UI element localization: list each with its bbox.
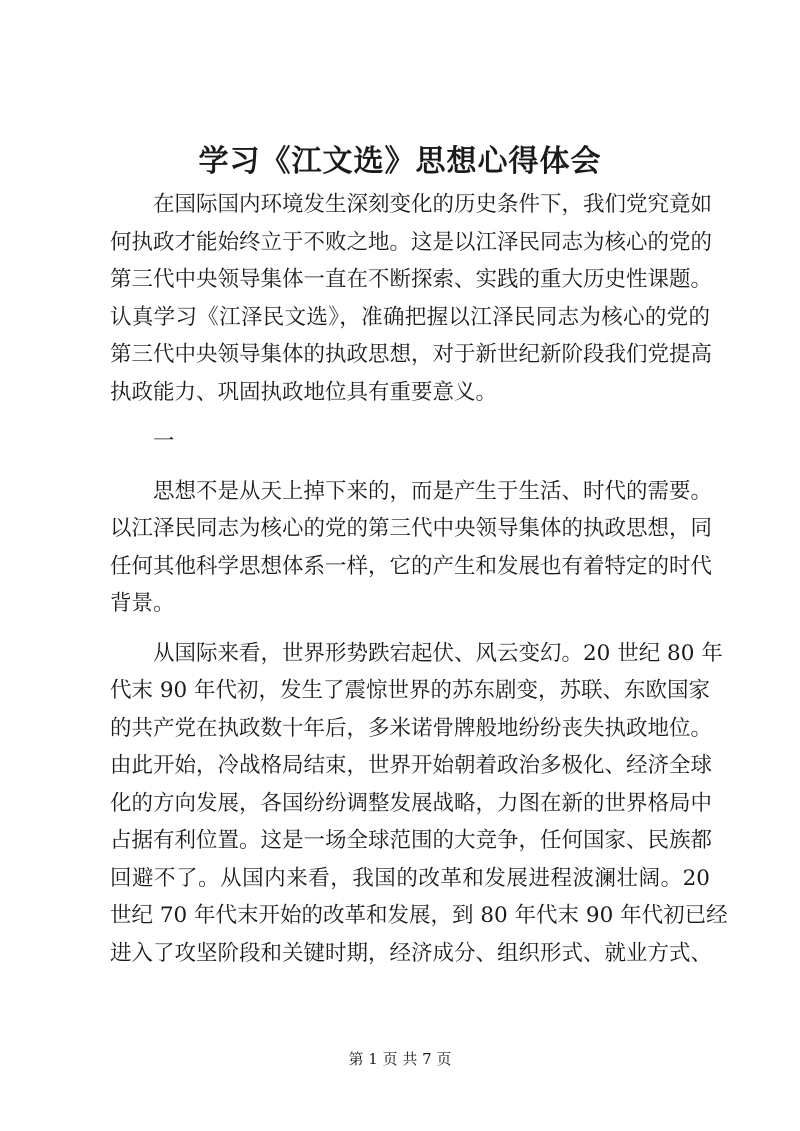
text-line: 任何其他科学思想体系一样，它的产生和发展也有着特定的时代	[110, 553, 713, 579]
text-line: 回避不了。从国内来看，我国的改革和发展进程波澜壮阔。20	[110, 865, 710, 891]
text-line: 认真学习《江泽民文选》，准确把握以江泽民同志为核心的党的	[110, 304, 710, 330]
text-line: 化的方向发展，各国纷纷调整发展战略，力图在新的世界格局中	[110, 790, 713, 816]
text-line: 背景。	[110, 591, 175, 616]
paragraph-1	[110, 186, 713, 411]
text-line: 第三代中央领导集体一直在不断探索、实践的重大历史性课题。	[110, 267, 713, 292]
text-line: 进入了攻坚阶段和关键时期，经济成分、组织形式、就业方式、	[110, 940, 713, 966]
text-line: 执政能力、巩固执政地位具有重要意义。	[110, 379, 498, 405]
text-line: 代末 90 年代初，发生了震惊世界的苏东剧变，苏联、东欧国家	[110, 678, 711, 703]
text-line: 第三代中央领导集体的执政思想，对于新世纪新阶段我们党提高	[110, 342, 713, 367]
paragraph-2	[110, 473, 713, 623]
page-footer: 第 1 页 共 7 页	[348, 1050, 452, 1068]
text-line: 占据有利位置。这是一场全球范围的大竞争，任何国家、民族都	[110, 828, 713, 853]
text-line: 何执政才能始终立于不败之地。这是以江泽民同志为核心的党的	[110, 229, 713, 255]
text-line: 从国际来看，世界形势跌宕起伏、风云变幻。20 世纪 80 年	[153, 640, 723, 666]
text-line: 思想不是从天上掉下来的，而是产生于生活、时代的需要。	[153, 478, 713, 504]
text-line: 在国际国内环境发生深刻变化的历史条件下，我们党究竟如	[153, 192, 713, 217]
document-body	[110, 186, 728, 972]
text-line: 世纪 70 年代末开始的改革和发展，到 80 年代末 90 年代初已经	[110, 903, 728, 928]
section-number: 一	[153, 429, 175, 454]
text-line: 以江泽民同志为核心的党的第三代中央领导集体的执政思想，同	[110, 516, 713, 541]
text-line: 的共产党在执政数十年后，多米诺骨牌般地纷纷丧失执政地位。	[110, 715, 713, 741]
paragraph-3	[110, 635, 728, 973]
text-line: 由此开始，冷战格局结束，世界开始朝着政治多极化、经济全球	[110, 753, 713, 778]
document-title: 学习《江文选》思想心得体会	[198, 144, 602, 179]
